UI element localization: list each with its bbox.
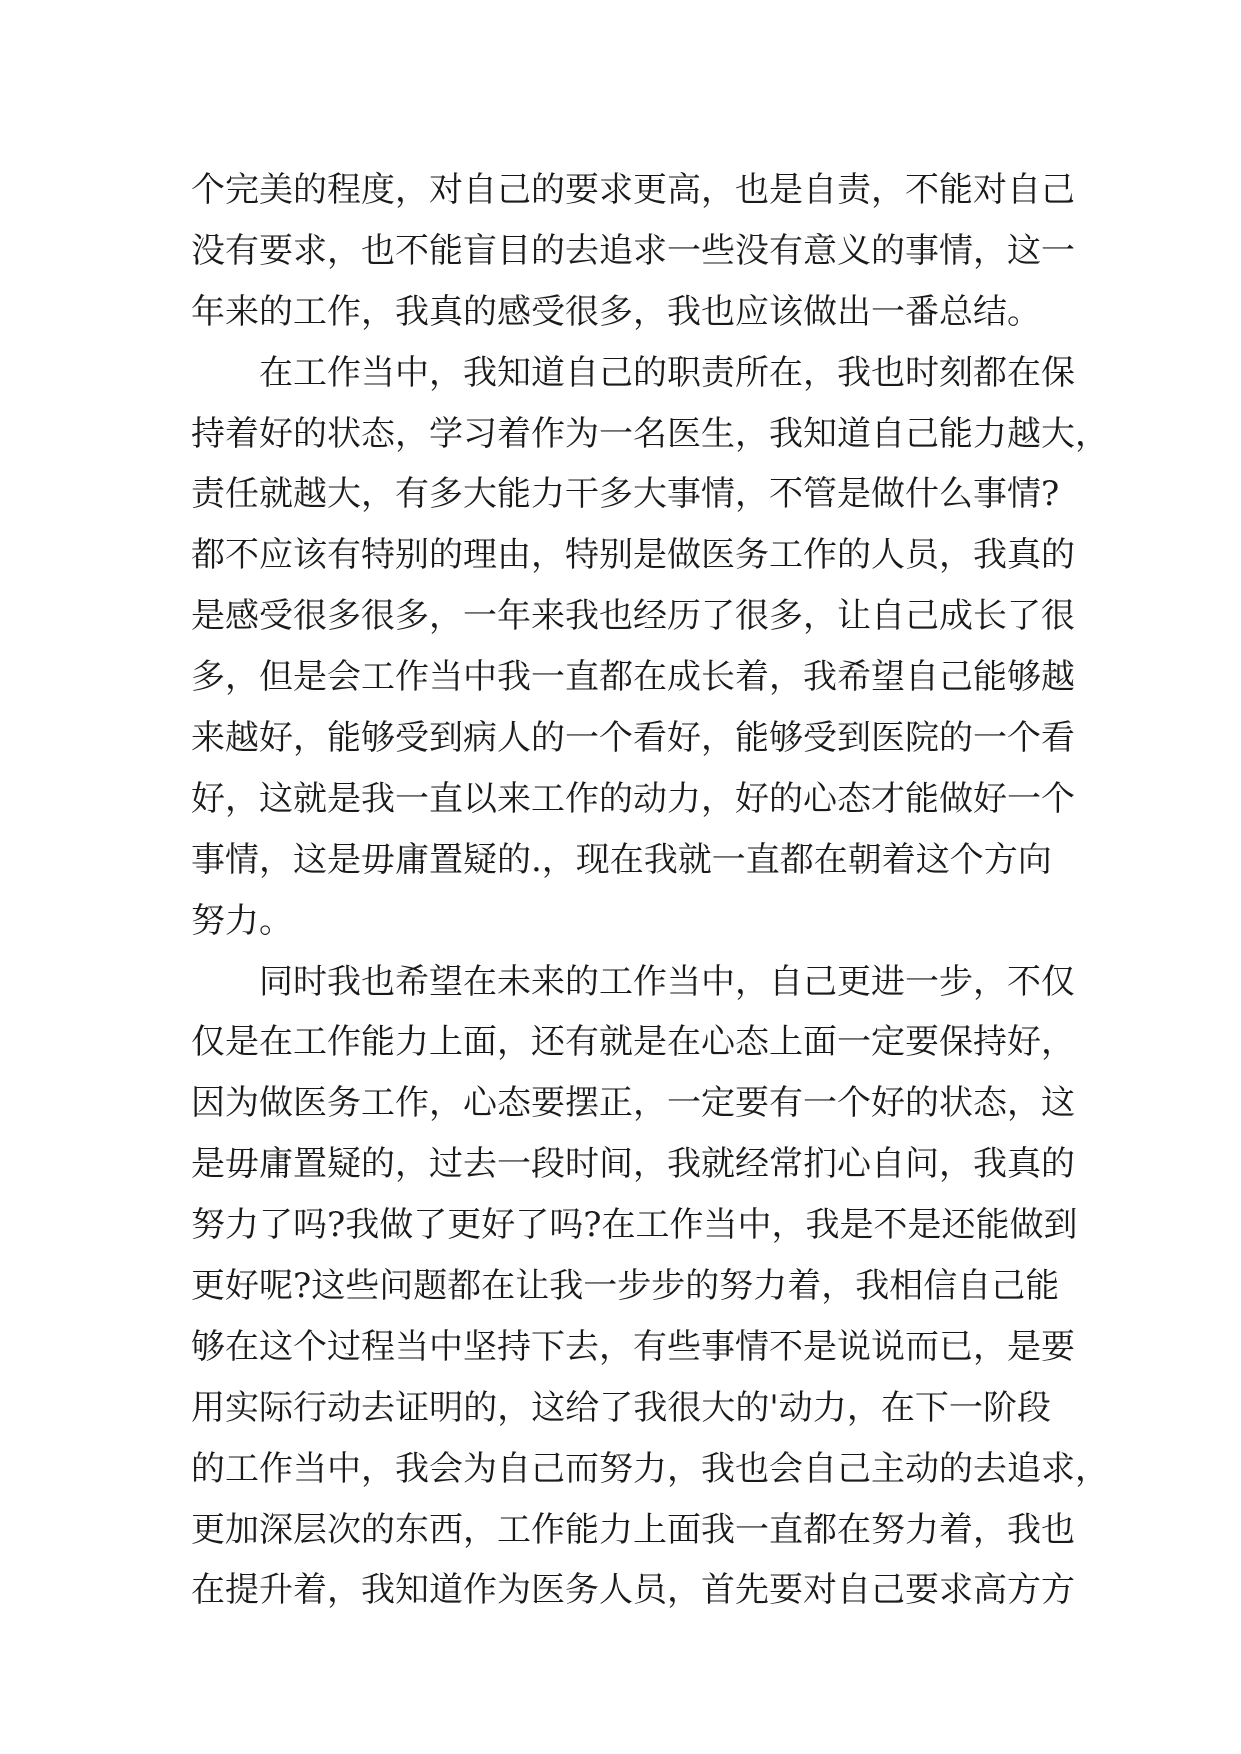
- text-line: 多，但是会工作当中我一直都在成长着，我希望自己能够越: [191, 657, 1075, 698]
- text-line: 年来的工作，我真的感受很多，我也应该做出一番总结。: [191, 291, 1041, 332]
- text-line: 都不应该有特别的理由，特别是做医务工作的人员，我真的: [191, 535, 1075, 576]
- text-line: 好，这就是我一直以来工作的动力，好的心态才能做好一个: [191, 778, 1075, 819]
- text-line: 是感受很多很多，一年来我也经历了很多，让自己成长了很: [191, 596, 1075, 637]
- document-body: [191, 160, 1109, 1621]
- paragraph-first-line: 同时我也希望在未来的工作当中，自己更进一步，不仅: [259, 961, 1075, 1002]
- text-line: 是毋庸置疑的，过去一段时间，我就经常扪心自问，我真的: [191, 1144, 1075, 1185]
- text-line: 的工作当中，我会为自己而努力，我也会自己主动的去追求，: [191, 1448, 1109, 1489]
- text-line: 事情，这是毋庸置疑的.，现在我就一直都在朝着这个方向: [191, 839, 1052, 880]
- text-line: 努力了吗?我做了更好了吗?在工作当中，我是不是还能做到: [191, 1205, 1078, 1246]
- text-line: 在提升着，我知道作为医务人员，首先要对自己要求高方方: [191, 1570, 1075, 1611]
- text-line: 努力。: [191, 900, 293, 941]
- text-line: 够在这个过程当中坚持下去，有些事情不是说说而已，是要: [191, 1326, 1075, 1367]
- text-line: 没有要求，也不能盲目的去追求一些没有意义的事情，这一: [191, 230, 1075, 271]
- text-line: 仅是在工作能力上面，还有就是在心态上面一定要保持好，: [191, 1022, 1075, 1063]
- text-line: 个完美的程度，对自己的要求更高，也是自责，不能对自己: [191, 170, 1075, 210]
- text-line: 用实际行动去证明的，这给了我很大的'动力，在下一阶段: [191, 1387, 1051, 1428]
- paragraph-first-line: 在工作当中，我知道自己的职责所在，我也时刻都在保: [259, 352, 1075, 393]
- text-line: 来越好，能够受到病人的一个看好，能够受到医院的一个看: [191, 718, 1075, 759]
- text-line: 更好呢?这些问题都在让我一步步的努力着，我相信自己能: [191, 1266, 1060, 1307]
- text-line: 责任就越大，有多大能力干多大事情，不管是做什么事情?: [191, 474, 1060, 515]
- text-line: 因为做医务工作，心态要摆正，一定要有一个好的状态，这: [191, 1083, 1075, 1124]
- text-line: 更加深层次的东西，工作能力上面我一直都在努力着，我也: [191, 1509, 1075, 1550]
- text-line: 持着好的状态，学习着作为一名医生，我知道自己能力越大，: [191, 413, 1109, 454]
